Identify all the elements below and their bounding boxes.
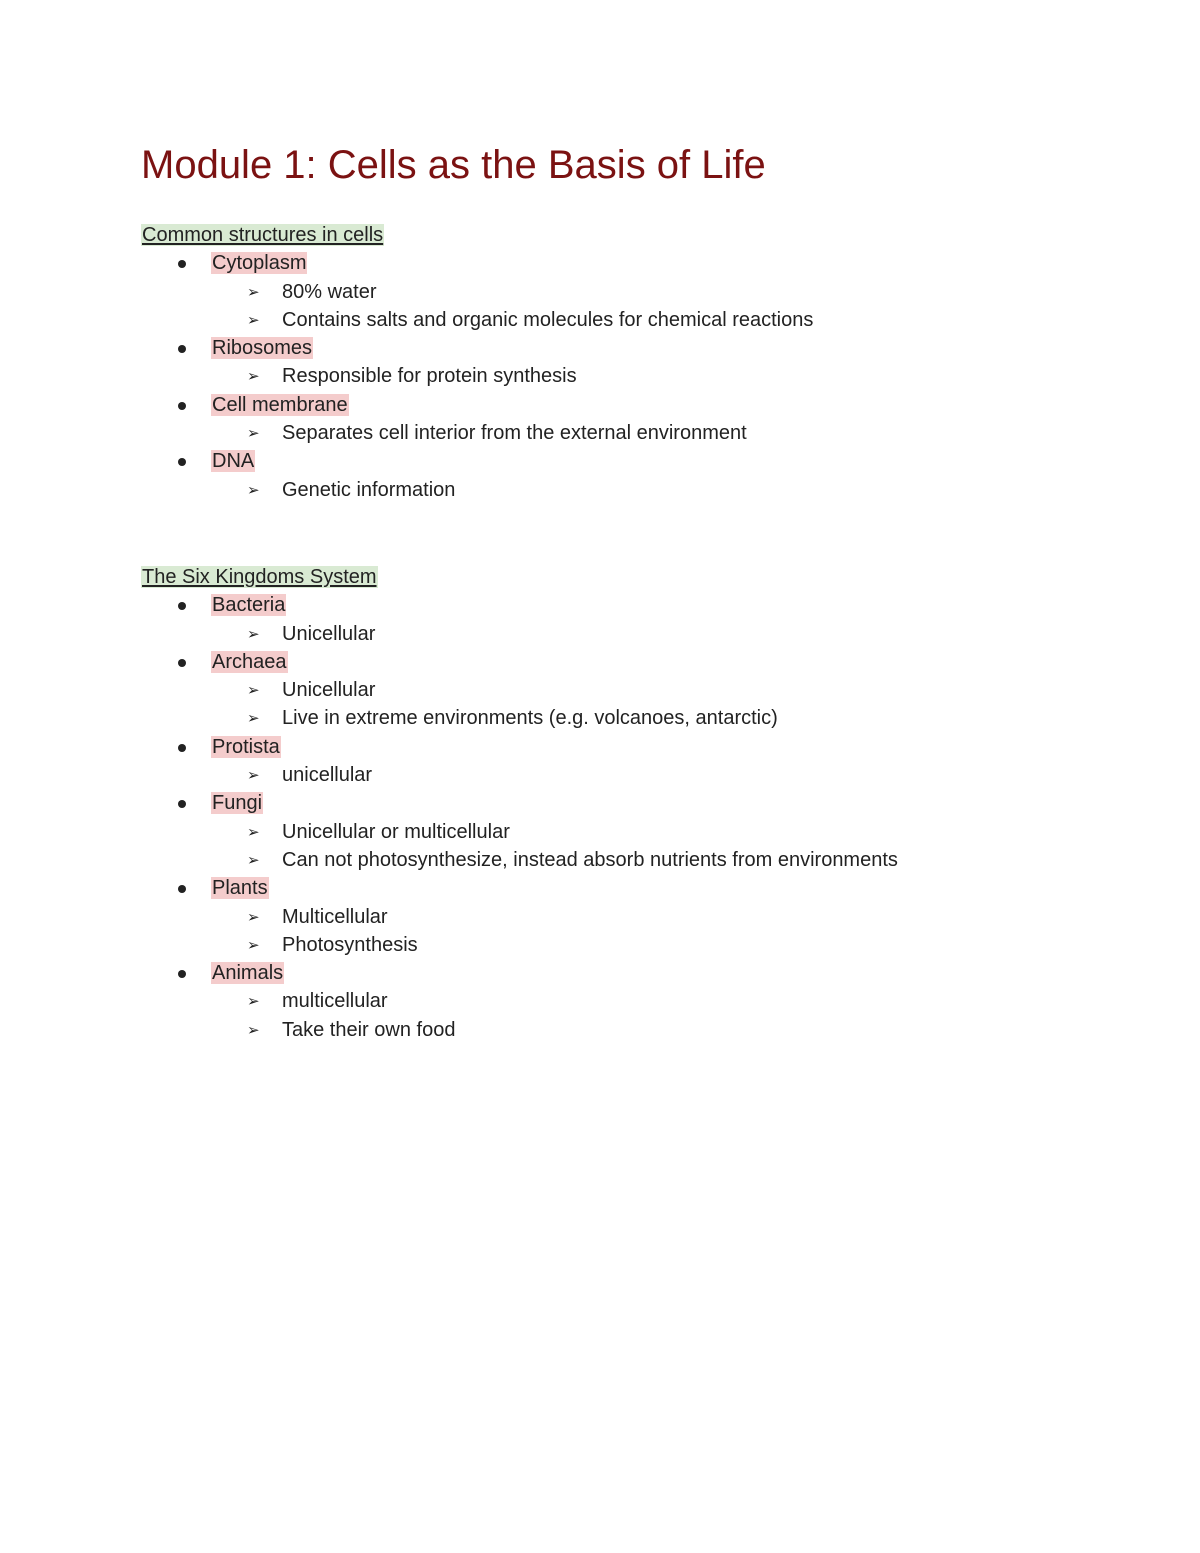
list-item-label: Cytoplasm	[212, 252, 307, 275]
sub-list-item	[141, 846, 1141, 874]
sub-list-item-text: Genetic information	[282, 478, 456, 501]
sub-list-item-text: multicellular	[282, 990, 388, 1013]
page-title: Module 1: Cells as the Basis of Life	[141, 143, 766, 187]
list-item	[141, 959, 1141, 987]
sub-list-item	[141, 903, 1141, 931]
list-item-label: Cell membrane	[212, 393, 348, 416]
sub-list-item	[141, 676, 1141, 704]
sub-list-item-text: Responsible for protein synthesis	[282, 365, 577, 388]
sub-list-item	[141, 704, 1141, 732]
arrow-bullet-icon: ➢	[247, 992, 260, 1011]
bullet-dot-icon	[178, 260, 186, 268]
arrow-bullet-icon: ➢	[247, 822, 260, 841]
list-item-label: Ribosomes	[212, 337, 313, 360]
sub-list-item	[141, 278, 1141, 306]
section-heading-label: Common structures in cells	[142, 224, 384, 246]
list-item	[141, 447, 1141, 475]
sub-list-item-text: 80% water	[282, 280, 377, 303]
list-item-label: DNA	[212, 450, 255, 473]
sub-list-item-text: Take their own food	[282, 1018, 456, 1041]
arrow-bullet-icon: ➢	[247, 480, 260, 499]
sub-list-item	[141, 620, 1141, 648]
arrow-bullet-icon: ➢	[247, 624, 260, 643]
arrow-bullet-icon: ➢	[247, 282, 260, 301]
arrow-bullet-icon: ➢	[247, 907, 260, 926]
arrow-bullet-icon: ➢	[247, 850, 260, 869]
arrow-bullet-icon: ➢	[247, 367, 260, 386]
bullet-dot-icon	[178, 885, 186, 893]
sub-list-item	[141, 1016, 1141, 1044]
sub-list-item	[141, 306, 1141, 334]
arrow-bullet-icon: ➢	[247, 424, 260, 443]
sub-list-item	[141, 987, 1141, 1015]
sub-list-item	[141, 931, 1141, 959]
sub-list-item-text: Unicellular or multicellular	[282, 820, 510, 843]
sub-list-item	[141, 818, 1141, 846]
list-item-label: Fungi	[212, 792, 263, 815]
arrow-bullet-icon: ➢	[247, 709, 260, 728]
sub-list-item-text: Contains salts and organic molecules for chemical reactions	[282, 308, 814, 331]
arrow-bullet-icon: ➢	[247, 310, 260, 329]
sub-list-item	[141, 761, 1141, 789]
section-heading	[141, 563, 1141, 591]
bullet-dot-icon	[178, 659, 186, 667]
arrow-bullet-icon: ➢	[247, 1020, 260, 1039]
arrow-bullet-icon: ➢	[247, 935, 260, 954]
section-common-structures	[141, 221, 1141, 504]
bullet-dot-icon	[178, 402, 186, 410]
bullet-dot-icon	[178, 602, 186, 610]
bullet-dot-icon	[178, 970, 186, 978]
sub-list-item-text: Photosynthesis	[282, 933, 418, 956]
sub-list-item-text: Unicellular	[282, 622, 376, 645]
sub-list-item-text: unicellular	[282, 764, 373, 787]
bullet-dot-icon	[178, 800, 186, 808]
section-heading-label: The Six Kingdoms System	[142, 566, 377, 588]
list-item-label: Archaea	[212, 650, 287, 673]
sub-list-item-text: Live in extreme environments (e.g. volcanoes, antarctic)	[282, 707, 778, 730]
list-item-label: Bacteria	[212, 594, 286, 617]
sub-list-item-text: Can not photosynthesize, instead absorb nutrients from environments	[282, 848, 898, 871]
list-item	[141, 874, 1141, 902]
bullet-dot-icon	[178, 458, 186, 466]
sub-list-item	[141, 362, 1141, 390]
list-item	[141, 591, 1141, 619]
sub-list-item	[141, 476, 1141, 504]
bullet-dot-icon	[178, 744, 186, 752]
section-six-kingdoms	[141, 563, 1141, 1044]
list-item	[141, 733, 1141, 761]
list-item-label: Plants	[212, 877, 268, 900]
list-item	[141, 648, 1141, 676]
bullet-dot-icon	[178, 345, 186, 353]
list-item	[141, 249, 1141, 277]
sub-list-item-text: Unicellular	[282, 679, 376, 702]
list-item	[141, 789, 1141, 817]
sub-list-item-text: Multicellular	[282, 905, 388, 928]
structures-list	[141, 249, 1141, 504]
list-item-label: Animals	[212, 962, 284, 985]
list-item-label: Protista	[212, 735, 280, 758]
sub-list-item-text: Separates cell interior from the external environment	[282, 422, 747, 445]
kingdoms-list	[141, 591, 1141, 1044]
arrow-bullet-icon: ➢	[247, 681, 260, 700]
list-item	[141, 391, 1141, 419]
list-item	[141, 334, 1141, 362]
arrow-bullet-icon: ➢	[247, 766, 260, 785]
section-heading	[141, 221, 1141, 249]
sub-list-item	[141, 419, 1141, 447]
